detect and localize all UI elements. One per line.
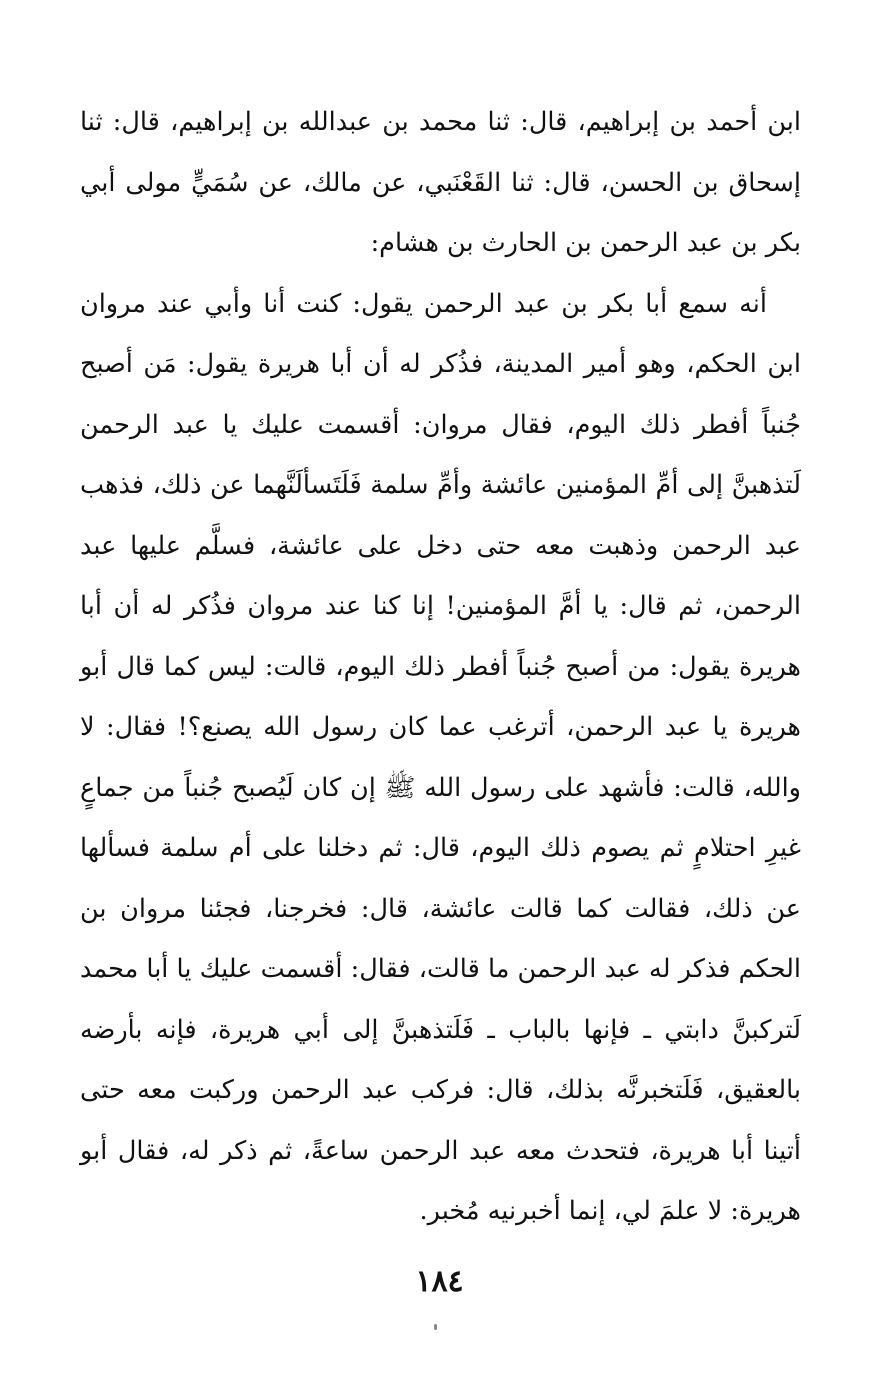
paragraph-hadith: [80, 274, 801, 1242]
text-line: فَلَتخبرنَّه بذلك، قال: فركب عبد الرحمن وركبت معه حتى أتينا أبا: [80, 1075, 801, 1166]
paragraph-isnad: [80, 92, 801, 274]
page-number: ١٨٤: [415, 1264, 464, 1299]
text-line: جُنباً أفطر ذلك اليوم، فقال مروان: أقسمت عليك يا عبد الرحمن: [80, 409, 801, 440]
print-speck: [434, 1324, 437, 1330]
text-line: قالت: فأشهد على رسول الله ﷺ إن كان لَيُصبح جُنباً من جماعٍ غيرِ: [80, 772, 802, 863]
text-line: بكر بن عبد الرحمن بن الحارث بن هشام:: [370, 228, 801, 258]
body-text: [80, 92, 801, 1242]
text-line: احتلامٍ ثم يصوم ذلك اليوم، قال: ثم دخلنا على أم سلمة فسألها عن: [80, 833, 802, 924]
text-line: أنه سمع أبا بكر بن عبد الرحمن يقول: كنت أنا وأبي عند مروان: [80, 288, 767, 319]
text-line: ابن أحمد بن إبراهيم، قال: ثنا محمد بن عبدالله بن إبراهيم، قال: ثنا: [80, 107, 801, 137]
text-line: لَتذهبنَّ إلى أمِّ المؤمنين عائشة وأمِّ سلمة فَلَتَسألَنَّهما عن ذلك، فذهب: [80, 470, 801, 500]
text-line: ابن الحكم، وهو أمير المدينة، فذُكر له أن أبا هريرة يقول: مَن أصبح: [80, 349, 801, 379]
text-line: إسحاق بن الحسن، قال: ثنا القَعْنَبي، عن مالك، عن سُمَيٍّ مولى أبي: [80, 167, 801, 198]
text-line: من أصبح جُنباً أفطر ذلك اليوم، قالت: ليس كما قال أبو هريرة: [80, 651, 801, 742]
text-line: يا عبد الرحمن، أترغب عما كان رسول الله يصنع؟! فقال: لا والله،: [80, 712, 801, 803]
text-line: لا علمَ لي، إنما أخبرنيه مُخبر.: [419, 1196, 723, 1226]
text-line: دابتي ـ فإنها بالباب ـ فَلَتذهبنَّ إلى أبي هريرة، فإنه بأرضه بالعقيق،: [80, 1014, 802, 1105]
text-line: ثم قال: يا أمَّ المؤمنين! إنا كنا عند مروان فذُكر له أن أبا هريرة يقول:: [80, 591, 802, 682]
text-line: فذكر له عبد الرحمن ما قالت، فقال: أقسمت عليك يا أبا محمد لَتركبنَّ: [80, 954, 801, 1045]
text-line: ذلك، فقالت كما قالت عائشة، قال: فخرجنا، فجئنا مروان بن الحكم: [80, 893, 802, 984]
text-line: هريرة، فتحدث معه عبد الرحمن ساعةً، ثم ذكر له، فقال أبو هريرة:: [80, 1135, 801, 1226]
text-line: عبد الرحمن وذهبت معه حتى دخل على عائشة، فسلَّم عليها عبد الرحمن،: [80, 530, 801, 621]
